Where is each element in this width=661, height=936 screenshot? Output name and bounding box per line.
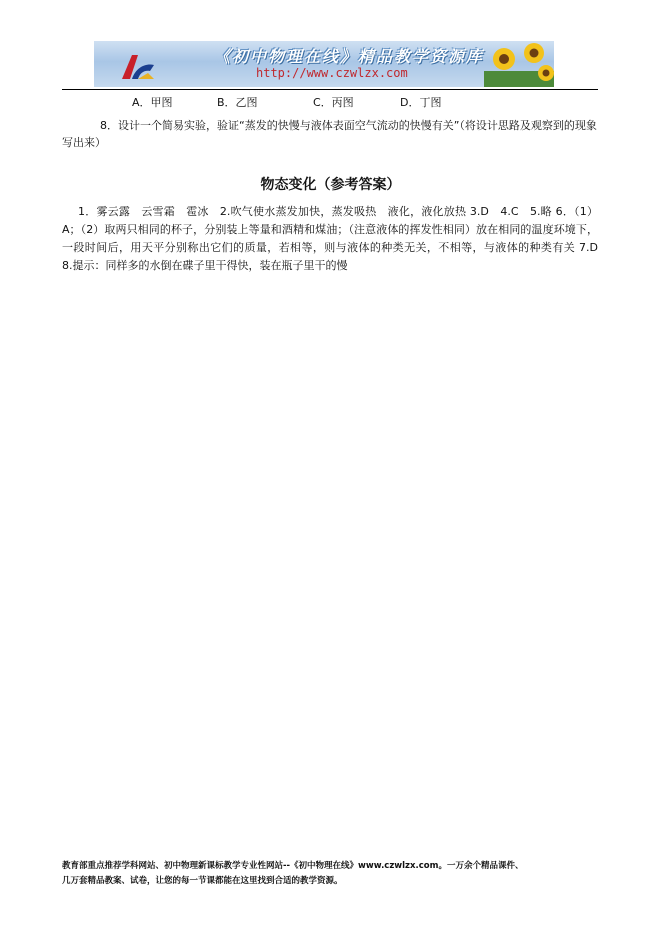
answers-text: 1．雾云露 云雪霜 雹冰 2.吹气使水蒸发加快，蒸发吸热 液化，液化放热 3.D 4.C 5.略 6．（1）A；（2）取两只相同的杯子，分别装上等量和酒精和煤油；（注意液体的挥发性相同）放在相同的温度环境下，一段时间后，用天平分别称出它们的质量，若相等，则与液体的种类无关，不相等，与液体的种类有关 7.D 8.提示：同样多的水倒在碟子里干得快，装在瓶子里干的慢	[62, 205, 609, 272]
footer-line-2: 几万套精品教案、试卷，让您的每一节课都能在这里找到合适的教学资源。	[62, 876, 343, 886]
answers-title: 物态变化（参考答案）	[260, 177, 401, 193]
header-divider	[62, 89, 598, 90]
site-logo-icon	[118, 49, 158, 83]
question8-text: 8．设计一个简易实验，验证“蒸发的快慢与液体表面空气流动的快慢有关”（将设计思路及观察到的现象写出来）	[62, 119, 597, 149]
option-c: C．丙图	[313, 96, 354, 109]
page-footer	[62, 859, 602, 889]
banner-title: 《初中物理在线》精品教学资源库	[214, 47, 485, 66]
footer-line-1: 教育部重点推荐学科网站、初中物理新课标教学专业性网站--《初中物理在线》www.czwlzx.com。一万余个精品课件、	[62, 861, 524, 871]
option-d: D．丁图	[400, 96, 442, 109]
sunflower-icon	[484, 41, 554, 87]
option-a: A．甲图	[132, 96, 173, 109]
question7-options	[132, 94, 552, 110]
option-b: B．乙图	[217, 96, 258, 109]
header-banner	[94, 41, 554, 87]
banner-url[interactable]: http://www.czwlzx.com	[256, 66, 408, 80]
